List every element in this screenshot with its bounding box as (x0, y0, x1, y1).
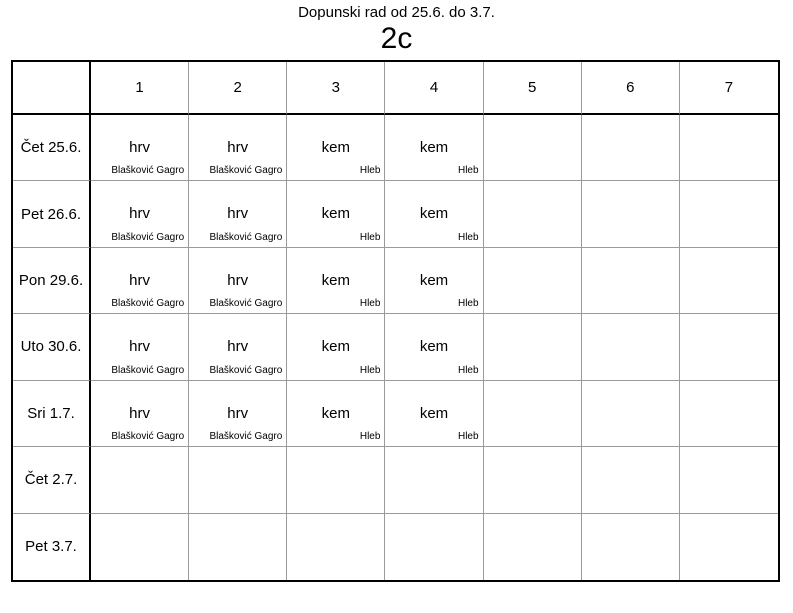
subject-label: kem (321, 205, 351, 223)
lesson-cell (484, 314, 582, 380)
lesson-cell (385, 181, 483, 247)
class-title: 2c (380, 22, 413, 55)
lesson-cell (91, 447, 189, 513)
subject-label: hrv (227, 139, 249, 156)
teacher-name: Blašković Gagro (209, 298, 283, 310)
subject-label: kem (419, 139, 449, 156)
lesson-cell (582, 381, 680, 447)
teacher-name: Blašković Gagro (209, 231, 283, 243)
lesson-cell (680, 514, 778, 580)
period-header-cell (680, 62, 778, 115)
subject-label: kem (419, 338, 449, 356)
teacher-name: Blašković Gagro (111, 231, 185, 243)
lesson-cell (582, 115, 680, 181)
period-number: 4 (429, 79, 439, 96)
lesson-cell (287, 314, 385, 380)
lesson-cell (91, 314, 189, 380)
lesson-cell (680, 447, 778, 513)
lesson-cell (189, 514, 287, 580)
lesson-cell (484, 447, 582, 513)
lesson-cell (582, 447, 680, 513)
period-header-cell (287, 62, 385, 115)
period-number: 2 (233, 79, 242, 96)
lesson-cell (385, 381, 483, 447)
lesson-cell (680, 115, 778, 181)
teacher-name: Blašković Gagro (209, 165, 283, 177)
subject-label: hrv (227, 271, 249, 289)
subject-label: kem (419, 404, 449, 422)
teacher-name: Blašković Gagro (209, 431, 283, 443)
lesson-cell (287, 447, 385, 513)
day-cell (13, 447, 91, 513)
lesson-cell (582, 514, 680, 580)
lesson-cell (287, 514, 385, 580)
teacher-name: Blašković Gagro (111, 165, 185, 177)
day-label: Čet 25.6. (20, 139, 82, 157)
lesson-cell (484, 248, 582, 314)
teacher-name: Hleb (457, 231, 479, 243)
subject-label: kem (321, 404, 351, 422)
day-cell (13, 181, 91, 247)
lesson-cell (385, 514, 483, 580)
teacher-name: Blašković Gagro (111, 364, 185, 376)
period-header-cell (189, 62, 287, 115)
lesson-cell (385, 314, 483, 380)
subject-label: hrv (129, 271, 150, 289)
teacher-name: Blašković Gagro (111, 298, 185, 310)
lesson-cell (189, 181, 287, 247)
teacher-name: Blašković Gagro (111, 431, 185, 443)
lesson-cell (287, 181, 385, 247)
teacher-name: Hleb (457, 364, 479, 376)
subject-label: hrv (129, 338, 150, 356)
teacher-name: Hleb (359, 165, 381, 177)
lesson-cell (680, 181, 778, 247)
teacher-name: Blašković Gagro (209, 364, 283, 376)
day-label: Pet 3.7. (25, 538, 77, 556)
lesson-cell (189, 447, 287, 513)
period-header-cell (385, 62, 483, 115)
lesson-cell (582, 181, 680, 247)
lesson-cell (484, 514, 582, 580)
lesson-cell (91, 381, 189, 447)
subject-label: hrv (227, 404, 249, 422)
day-cell (13, 115, 91, 181)
day-cell (13, 314, 91, 380)
day-label: Čet 2.7. (24, 471, 78, 489)
period-number: 5 (527, 79, 537, 96)
lesson-cell (189, 381, 287, 447)
period-header-cell (582, 62, 680, 115)
period-number: 6 (626, 79, 635, 96)
lesson-cell (484, 115, 582, 181)
subject-label: kem (321, 271, 351, 289)
schedule-subtitle: Dopunski rad od 25.6. do 3.7. (298, 4, 495, 21)
lesson-cell (385, 447, 483, 513)
teacher-name: Hleb (359, 431, 381, 443)
subject-label: hrv (227, 338, 249, 356)
lesson-cell (680, 248, 778, 314)
day-cell (13, 514, 91, 580)
day-label: Uto 30.6. (20, 338, 82, 356)
subject-label: hrv (129, 404, 150, 422)
day-label: Sri 1.7. (27, 404, 75, 422)
lesson-cell (91, 115, 189, 181)
day-cell (13, 381, 91, 447)
lesson-cell (287, 381, 385, 447)
lesson-cell (287, 248, 385, 314)
lesson-cell (582, 314, 680, 380)
subject-label: hrv (129, 139, 150, 156)
lesson-cell (189, 248, 287, 314)
period-number: 3 (331, 79, 341, 96)
lesson-cell (189, 115, 287, 181)
subject-label: kem (321, 139, 351, 156)
lesson-cell (287, 115, 385, 181)
lesson-cell (91, 514, 189, 580)
lesson-cell (680, 314, 778, 380)
subject-label: hrv (129, 205, 150, 223)
period-header-cell (484, 62, 582, 115)
lesson-cell (91, 181, 189, 247)
teacher-name: Hleb (457, 165, 479, 177)
lesson-cell (582, 248, 680, 314)
period-header-cell (91, 62, 189, 115)
teacher-name: Hleb (457, 431, 479, 443)
day-label: Pon 29.6. (18, 272, 84, 290)
lesson-cell (91, 248, 189, 314)
period-number: 7 (724, 79, 734, 96)
teacher-name: Hleb (457, 298, 479, 310)
teacher-name: Hleb (359, 231, 381, 243)
lesson-cell (189, 314, 287, 380)
timetable-grid (11, 60, 780, 582)
lesson-cell (484, 381, 582, 447)
day-cell (13, 248, 91, 314)
lesson-cell (484, 181, 582, 247)
subject-label: kem (419, 205, 449, 223)
subject-label: kem (419, 271, 449, 289)
lesson-cell (385, 115, 483, 181)
subject-label: kem (321, 338, 351, 356)
day-label: Pet 26.6. (20, 205, 82, 223)
corner-cell (13, 62, 91, 115)
period-number: 1 (135, 79, 144, 96)
teacher-name: Hleb (359, 298, 381, 310)
subject-label: hrv (227, 205, 249, 223)
lesson-cell (385, 248, 483, 314)
teacher-name: Hleb (359, 364, 381, 376)
lesson-cell (680, 381, 778, 447)
